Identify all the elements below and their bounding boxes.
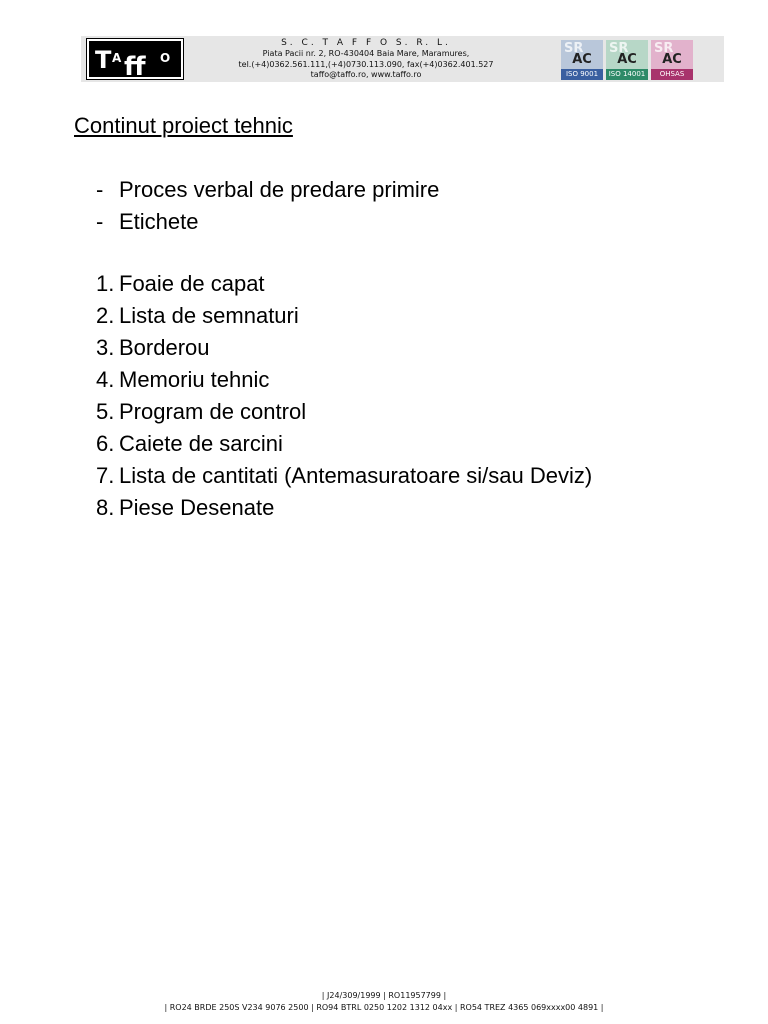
list-item-text: Piese Desenate	[119, 495, 275, 520]
item-number: 2.	[96, 303, 115, 328]
taffo-logo	[87, 39, 183, 82]
list-item	[96, 300, 592, 332]
logo-letter: O	[160, 51, 171, 65]
badge-label: OHSAS 18001	[651, 69, 693, 80]
badge-ac-mark: AC	[662, 52, 682, 67]
iso-14001-badge	[606, 40, 648, 80]
letterhead	[81, 36, 724, 89]
list-item	[96, 460, 592, 492]
list-item-text: Lista de cantitati (Antemasuratoare si/sau Deviz)	[119, 463, 593, 488]
company-address: Piata Pacii nr. 2, RO-430404 Baia Mare, Maramures,	[262, 49, 470, 58]
list-item-text: Borderou	[119, 335, 210, 360]
footer-registration: | J24/309/1999 | RO11957799 |	[321, 991, 447, 1000]
list-item-text: Program de control	[119, 399, 307, 424]
page-footer	[0, 990, 768, 1014]
list-item	[96, 332, 592, 364]
list-item	[96, 268, 592, 300]
badge-ac-mark: AC	[572, 52, 592, 67]
item-number: 4.	[96, 367, 115, 392]
list-item	[96, 174, 439, 206]
list-item-text: Memoriu tehnic	[119, 367, 270, 392]
numbered-list	[96, 268, 592, 524]
badge-sr-mark: SR	[609, 41, 629, 56]
item-number: 8.	[96, 495, 115, 520]
dash-list	[96, 174, 439, 238]
iso-9001-badge	[561, 40, 603, 80]
list-item	[96, 396, 592, 428]
list-item	[96, 206, 439, 238]
item-number: 1.	[96, 271, 115, 296]
company-email-web: taffo@taffo.ro, www.taffo.ro	[310, 70, 422, 79]
item-number: 7.	[96, 463, 115, 488]
ohsas-18001-badge	[651, 40, 693, 89]
list-item-text: Proces verbal de predare primire	[119, 177, 440, 202]
list-item-text: Etichete	[119, 209, 199, 234]
item-number: 5.	[96, 399, 115, 424]
list-item-text: Foaie de capat	[119, 271, 265, 296]
badge-label: ISO 14001	[606, 69, 648, 80]
list-item	[96, 364, 592, 396]
item-number: 3.	[96, 335, 115, 360]
footer-bank-accounts: | RO24 BRDE 250S V234 9076 2500 | RO94 BTRL 0250 1202 1312 04xx | RO54 TREZ 4365 069xxxx00 4891 |	[164, 1003, 604, 1012]
list-item-text: Caiete de sarcini	[119, 431, 283, 456]
badge-ac-mark: AC	[617, 52, 637, 67]
company-info	[211, 38, 521, 81]
badge-sr-mark: SR	[564, 41, 584, 56]
company-name: S. C. T A F F O S. R. L.	[281, 38, 451, 48]
dash-marker: -	[96, 177, 104, 202]
logo-letter: ff	[124, 52, 145, 82]
logo-letter: A	[112, 51, 122, 65]
document-heading: Continut proiect tehnic	[74, 113, 293, 138]
list-item-text: Lista de semnaturi	[119, 303, 299, 328]
list-item	[96, 492, 592, 524]
logo-letter: T	[95, 46, 112, 74]
badge-sr-mark: SR	[654, 41, 674, 56]
dash-marker: -	[96, 209, 104, 234]
badge-label: ISO 9001	[561, 69, 603, 80]
company-phone: tel.(+4)0362.561.111,(+4)0730.113.090, fax(+4)0362.401.527	[238, 59, 494, 69]
item-number: 6.	[96, 431, 115, 456]
list-item	[96, 428, 592, 460]
